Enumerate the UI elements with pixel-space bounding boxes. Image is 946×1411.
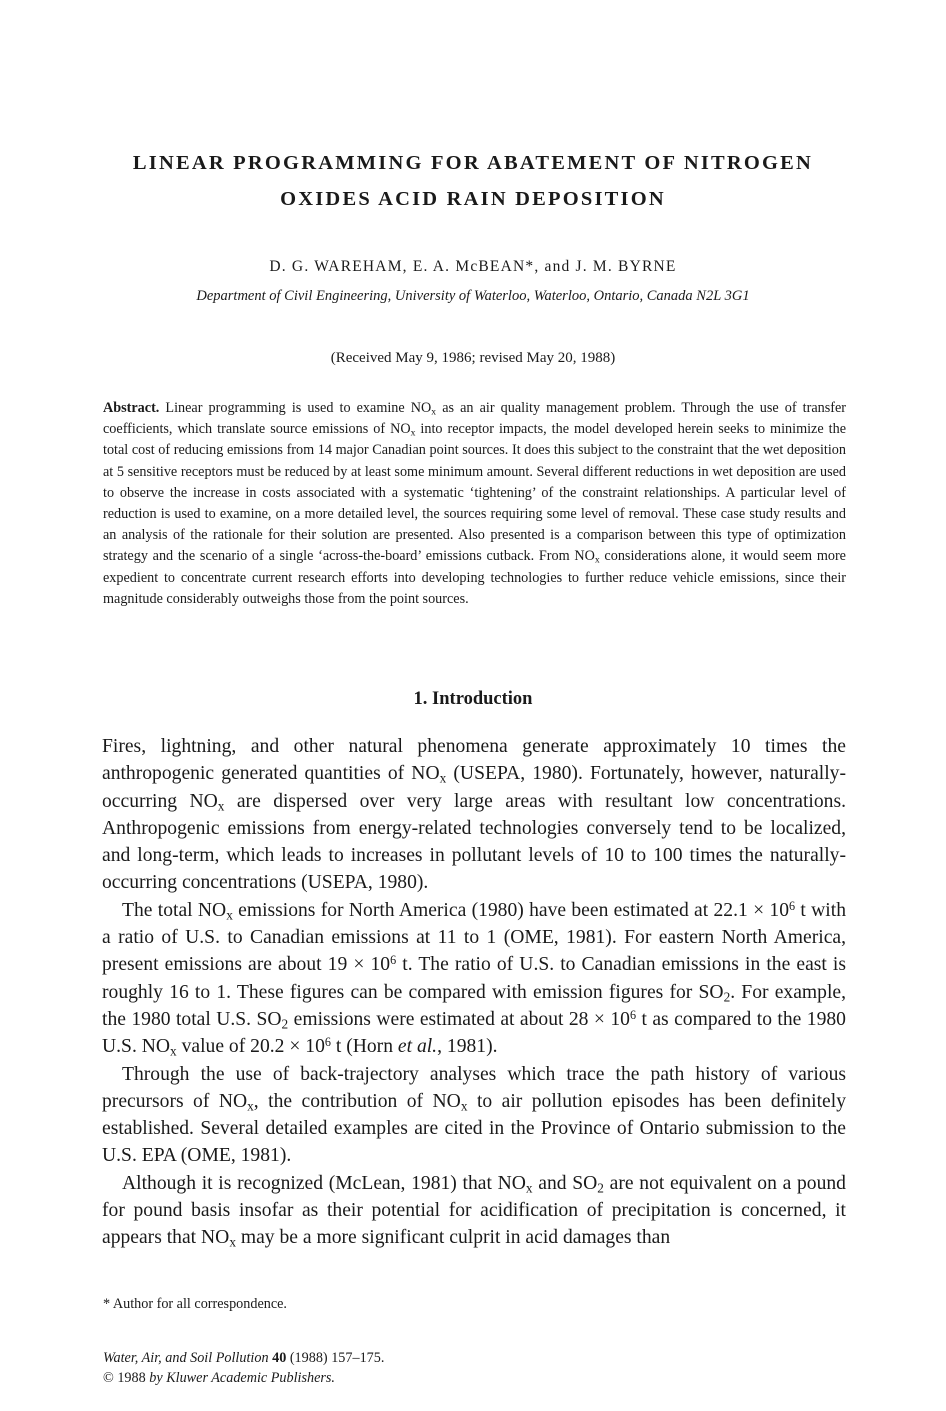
abstract-label: Abstract.: [103, 400, 160, 416]
footnote: * Author for all correspondence.: [103, 1296, 287, 1312]
received-dates: (Received May 9, 1986; revised May 20, 1988): [330, 350, 616, 366]
affiliation: Department of Civil Engineering, University of Waterloo, Waterloo, Ontario, Canada N2L 3G1: [196, 288, 750, 304]
paragraph-1: Fires, lightning, and other natural phenomena generate approximately 10 times the anthropogenic generated quantities of $NO_x$ (USEPA, 1980). Fortunately, however, naturally-occurring $NO_x$ are dispersed over very large areas with resultant low concentrations. Anthropogenic emissions from energy-related technologies conversely tend to be localized, and long-term, which leads to increases in pollutant levels of 10 to 100 times the naturally-occurring concentrations (USEPA, 1980).: [102, 736, 846, 894]
abstract: Abstract. Linear programming is used to examine $NO_x$ as an air quality management problem. Through the use of transfer coefficients, which translate source emissions of $NO_x$ into receptor impacts, the model developed herein seeks to minimize the total cost of reducing emissions from 14 major Canadian point sources. It does this subject to the constraint that the wet deposition at 5 sensitive receptors must be reduced by at least some minimum amount. Several different reductions in wet deposition are used to observe the increase in costs associated with a systematic ‘tightening’ of the constraint relationships. A particular level of reduction is used to examine, on a more detailed level, the sources requiring some level of removal. These case study results and an analysis of the rationale for their solution are presented. Also presented is a comparison between this type of optimization strategy and the scenario of a single ‘across-the-board’ emissions cutback. From $NO_x$ considerations alone, it would seem more expedient to concentrate current research efforts into developing technologies to further reduce vehicle emissions, since their magnitude considerably outweighs those from the point sources.: [103, 400, 846, 607]
authors: D. G. WAREHAM, E. A. McBEAN*, and J. M. BYRNE: [269, 258, 677, 275]
section-heading: 1. Introduction: [413, 689, 533, 709]
journal-pages: (1988) 157–175.: [286, 1350, 385, 1366]
journal-citation: Water, Air, and Soil Pollution 40 (1988) 157–175. © 1988 by Kluwer Academic Publishers.: [103, 1350, 385, 1386]
title-line-1: LINEAR PROGRAMMING FOR ABATEMENT OF NITROGEN: [132, 152, 814, 174]
journal-name: Water, Air, and Soil Pollution: [103, 1350, 269, 1366]
journal-volume: 40: [272, 1350, 287, 1366]
paragraph-2: The total $NO_x$ emissions for North America (1980) have been estimated at $22.1 \times 10^6$ t with a ratio of U.S. to Canadian emissions at 11 to 1 (OME, 1981). For eastern North America, present emissions are about $19 \times 10^6$ t. The ratio of U.S. to Canadian emissions in the east is roughly 16 to 1. These figures can be compared with emission figures for $SO_2$. For example, the 1980 total U.S. $SO_2$ emissions were estimated at about $28 \times 10^6$ t as compared to the 1980 U.S. $NO_x$ value of $20.2 \times 10^6$ t (Horn et al., 1981).: [102, 898, 846, 1059]
publisher: by Kluwer Academic Publishers.: [149, 1370, 335, 1386]
copyright-symbol: ©: [103, 1370, 114, 1386]
title-line-2: OXIDES ACID RAIN DEPOSITION: [280, 188, 666, 210]
paragraph-4: Although it is recognized (McLean, 1981) that $NO_x$ and $SO_2$ are not equivalent on a pound for pound basis insofar as their potential for acidification of precipitation is concerned, it appears that $NO_x$ may be a more significant culprit in acid damages than: [102, 1172, 846, 1251]
body-text: [102, 733, 846, 1252]
paragraph-3: Through the use of back-trajectory analyses which trace the path history of various precursors of $NO_x$, the contribution of $NO_x$ to air pollution episodes has been definitely established. Several detailed examples are cited in the Province of Ontario submission to the U.S. EPA (OME, 1981).: [102, 1063, 846, 1167]
